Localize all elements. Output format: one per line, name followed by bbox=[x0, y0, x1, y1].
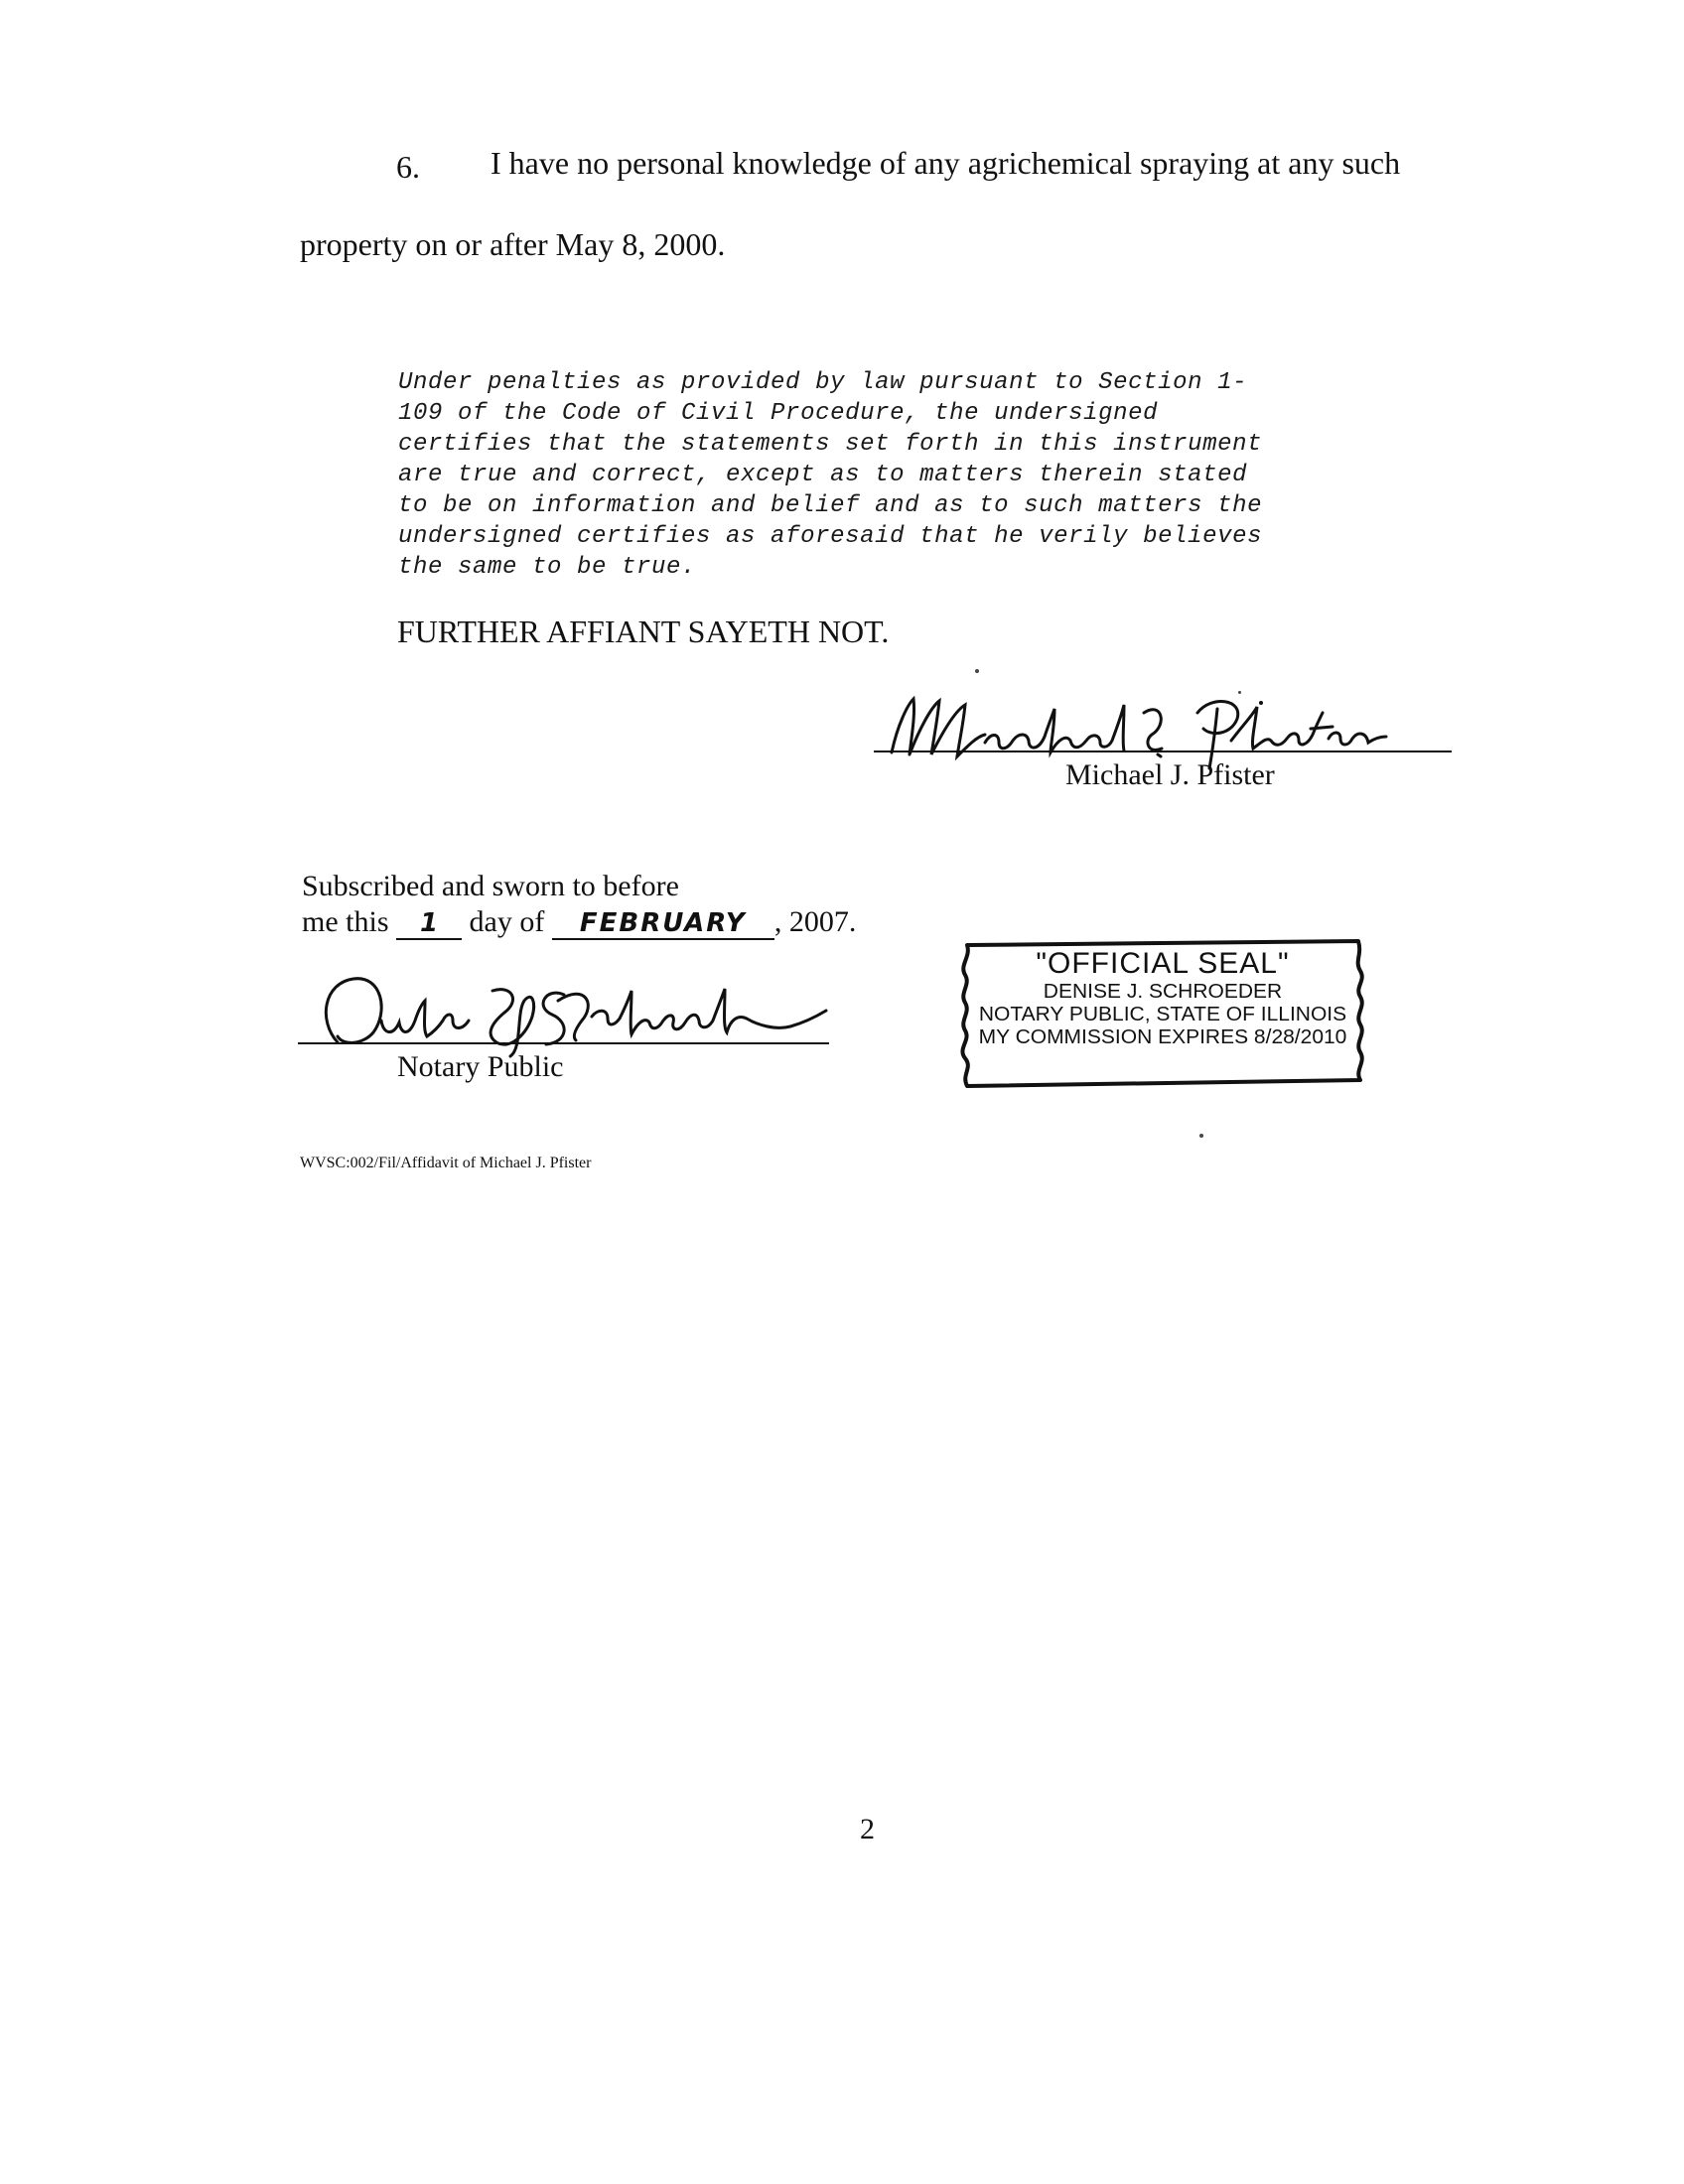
certification-line: Under penalties as provided by law pursuant to Section 1- bbox=[398, 369, 1248, 396]
page-number: 2 bbox=[860, 1813, 875, 1845]
jurat-month-value: FEBRUARY bbox=[552, 908, 774, 940]
notary-label: Notary Public bbox=[397, 1050, 564, 1083]
jurat-year: , 2007. bbox=[773, 905, 857, 938]
official-seal bbox=[953, 939, 1372, 1047]
certification-line: are true and correct, except as to matters therein stated bbox=[398, 462, 1248, 488]
jurat-line-2 bbox=[302, 905, 856, 940]
paragraph-text: I have no personal knowledge of any agrichemical spraying at any such bbox=[491, 145, 1401, 181]
footer-reference: WVSC:002/Fil/Affidavit of Michael J. Pfister bbox=[300, 1155, 592, 1171]
paragraph-continuation: property on or after May 8, 2000. bbox=[300, 226, 726, 262]
scan-speck bbox=[1238, 691, 1241, 694]
certification-line: certifies that the statements set forth in this instrument bbox=[398, 431, 1263, 458]
jurat-mid: day of bbox=[469, 905, 545, 938]
jurat-line-1: Subscribed and sworn to before bbox=[302, 870, 679, 902]
jurat-prefix: me this bbox=[302, 905, 389, 938]
notary-signature-line bbox=[298, 1042, 829, 1044]
affiant-printed-name: Michael J. Pfister bbox=[1065, 758, 1275, 791]
closing-statement: FURTHER AFFIANT SAYETH NOT. bbox=[397, 614, 890, 649]
scan-speck bbox=[975, 669, 979, 673]
certification-line: undersigned certifies as aforesaid that he verily believes bbox=[398, 523, 1263, 550]
certification-line: to be on information and belief and as to such matters the bbox=[398, 492, 1263, 519]
scan-speck bbox=[1199, 1134, 1203, 1138]
certification-line: the same to be true. bbox=[398, 554, 697, 581]
certification-line: 109 of the Code of Civil Procedure, the undersigned bbox=[398, 400, 1159, 427]
affiant-signature-line bbox=[874, 751, 1452, 752]
seal-name: DENISE J. SCHROEDER bbox=[1043, 981, 1283, 1003]
certification-block bbox=[398, 367, 1371, 583]
jurat-day-value: 1 bbox=[396, 908, 462, 940]
seal-expiration: MY COMMISSION EXPIRES 8/28/2010 bbox=[978, 1026, 1347, 1048]
seal-title: "OFFICIAL SEAL" bbox=[1036, 947, 1290, 980]
paragraph-number: 6. bbox=[396, 149, 420, 185]
seal-state: NOTARY PUBLIC, STATE OF ILLINOIS bbox=[978, 1004, 1347, 1025]
notary-signature bbox=[298, 961, 834, 1060]
